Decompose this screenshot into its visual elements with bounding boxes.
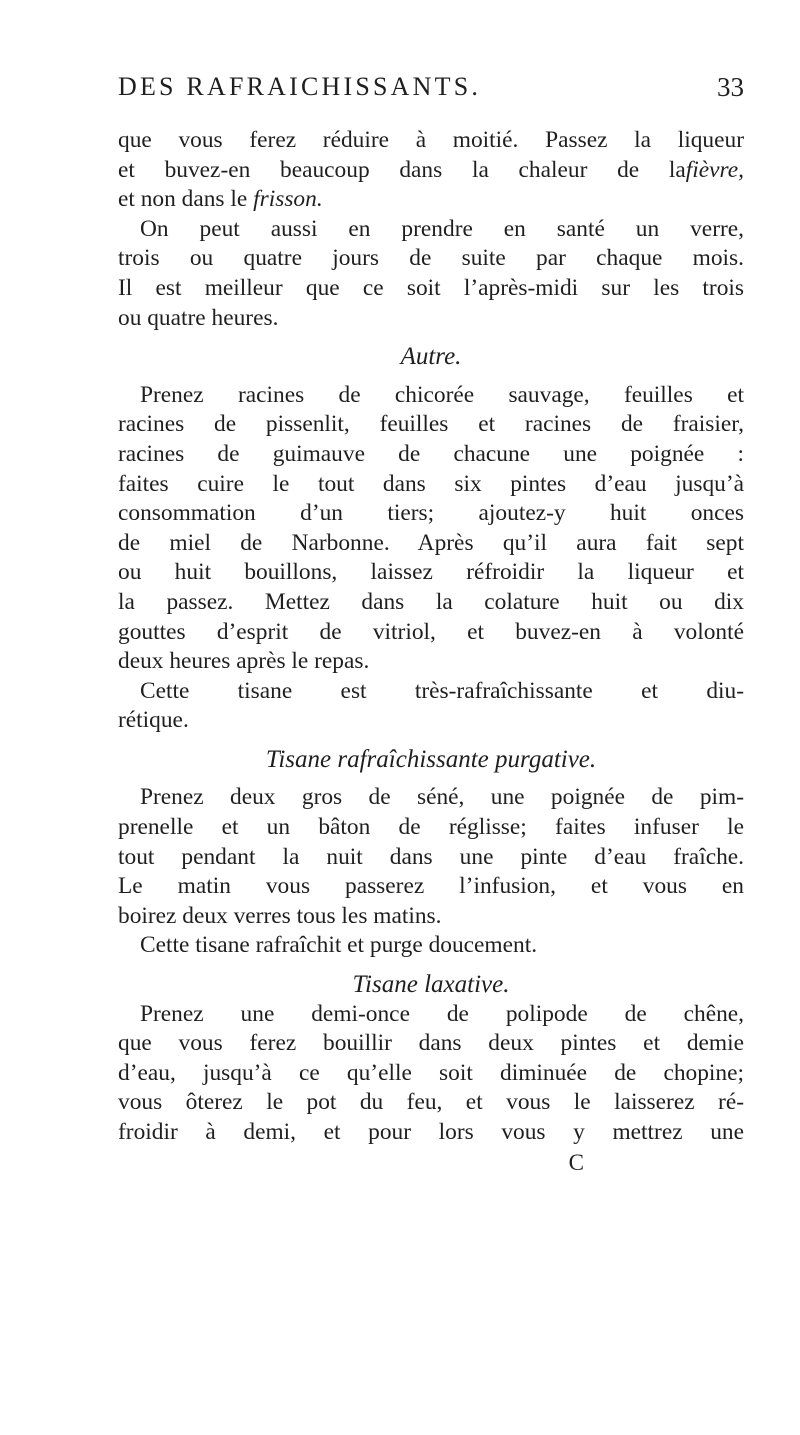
text-line: racines de guimauve de chacune une poignée : [118, 440, 744, 467]
text-line: Cette tisane est très-rafraîchissante et diu- [140, 677, 744, 704]
text-line: Prenez deux gros de séné, une poignée de pim- [140, 784, 744, 811]
text-line: ou quatre heures. [118, 304, 279, 331]
paragraph-4 [118, 677, 744, 736]
paragraph-2 [118, 215, 744, 333]
text-line: boirez deux verres tous les matins. [118, 902, 442, 929]
text-line: et buvez-en beaucoup dans la chaleur de lafièvre, [118, 156, 744, 183]
paragraph-7 [118, 1000, 744, 1148]
text-line: deux heures après le repas. [118, 648, 370, 675]
text-line: Prenez racines de chicorée sauvage, feuilles et [140, 381, 744, 408]
paragraph-5 [118, 783, 744, 931]
text-line: que vous ferez réduire à moitié. Passez la liqueur [118, 127, 744, 153]
text-line: rétique. [118, 707, 189, 734]
text-line: que vous ferez bouillir dans deux pintes et demie [118, 1030, 744, 1057]
paragraph-3 [118, 381, 744, 677]
text-line: prenelle et un bâton de réglisse; faites infuser le [118, 814, 744, 841]
text-line: tout pendant la nuit dans une pinte d’eau fraîche. [118, 843, 744, 870]
text-line: Prenez une demi-once de polipode de chêne, [140, 1000, 744, 1027]
text-line: vous ôterez le pot du feu, et vous le laisserez ré- [118, 1089, 744, 1116]
text-line: Il est meilleur que ce soit l’après-midi sur les trois [118, 274, 744, 301]
text-line: de miel de Narbonne. Après qu’il aura fait sept [118, 529, 744, 556]
text-line: consommation d’un tiers; ajoutez-y huit onces [118, 500, 744, 527]
text-line: Le matin vous passerez l’infusion, et vous en [118, 873, 744, 900]
paragraph-6 [118, 931, 744, 961]
text-line: gouttes d’esprit de vitriol, et buvez-en à volonté [118, 618, 744, 645]
page-number: 33 [717, 72, 744, 102]
text-line: froidir à demi, et pour lors vous y mettrez une [118, 1119, 744, 1145]
text-line: trois ou quatre jours de suite par chaque mois. [118, 245, 744, 272]
text-line: ou huit bouillons, laissez réfroidir la liqueur et [118, 559, 744, 586]
text-line: On peut aussi en prendre en santé un verre, [140, 215, 744, 242]
text-line: racines de pissenlit, feuilles et racines de fraisier, [118, 411, 744, 438]
section-heading-laxative: Tisane laxative. [352, 971, 510, 999]
text-line: Cette tisane rafraîchit et purge doucement. [140, 932, 538, 959]
text-line: faites cuire le tout dans six pintes d’eau jusqu’à [118, 470, 744, 497]
section-heading-autre: Autre. [400, 343, 462, 371]
section-heading-purgative: Tisane rafraîchissante purgative. [265, 745, 597, 773]
running-header [118, 72, 744, 126]
paragraph-1 [118, 126, 744, 215]
text-line: d’eau, jusqu’à ce qu’elle soit diminuée de chopine; [118, 1059, 744, 1086]
signature-mark: C [568, 1149, 584, 1175]
text-line: la passez. Mettez dans la colature huit ou dix [118, 588, 744, 615]
text-line: et non dans le frisson. [118, 186, 323, 213]
running-title: DES RAFRAICHISSANTS. [118, 72, 482, 101]
book-page [118, 72, 744, 1177]
